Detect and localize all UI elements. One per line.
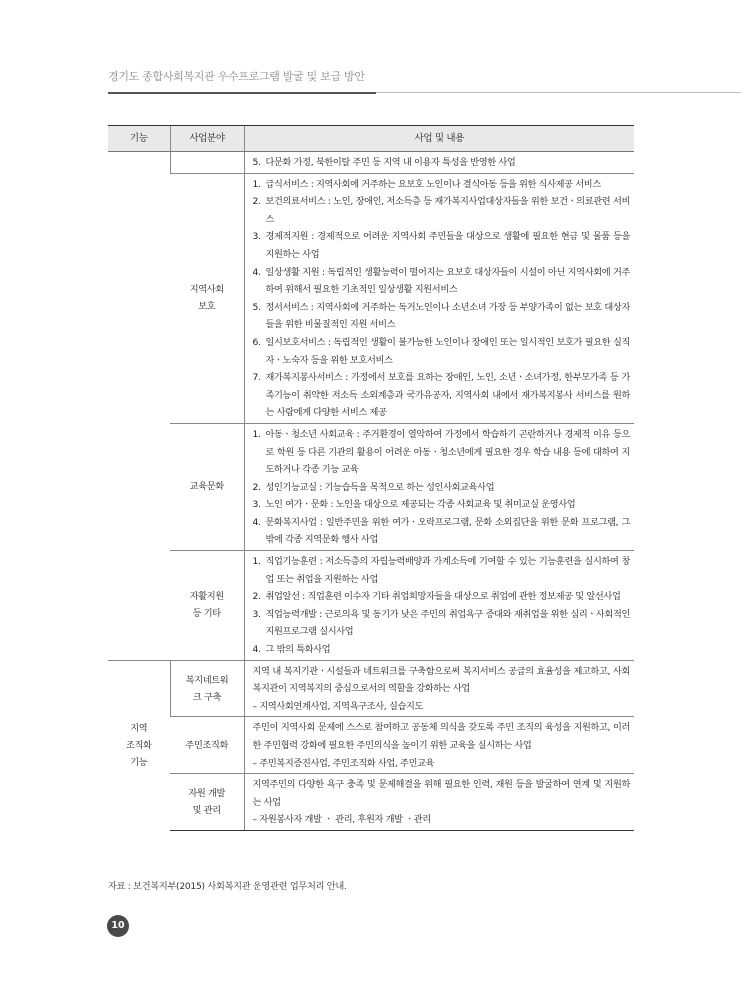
list-item: [253, 514, 631, 549]
content-paragraph: – 주민복지증진사업, 주민조직화 사업, 주민교육: [252, 757, 435, 769]
list-item: [253, 299, 631, 334]
list-item-number: 3.: [252, 608, 261, 620]
content-cell: [244, 173, 634, 423]
list-item: [253, 154, 631, 172]
list-item-number: 2.: [252, 591, 261, 603]
content-paragraph: – 지역사회연계사업, 지역욕구조사, 실습지도: [252, 700, 424, 712]
list-item-number: 3.: [252, 231, 261, 243]
list-item: [253, 228, 631, 263]
list-item-number: 2.: [252, 196, 261, 208]
table-row: [108, 423, 634, 550]
list-item-number: 4.: [252, 644, 261, 656]
content-paragraph: 주민이 지역사회 문제에 스스로 참여하고 공동체 의식을 갖도록 주민 조직의 육성을 지원하고, 이러한 주민협력 강화에 필요한 주민의식을 높이기 위한 교육을 실시하는 사업: [252, 722, 630, 751]
source-note: 자료 : 보건복지부(2015) 사회복지관 운영관련 업무처리 안내.: [108, 881, 347, 892]
table-row: [108, 173, 634, 423]
list-item-text: 노인 여가ㆍ문화 : 노인을 대상으로 제공되는 각종 사회교육 및 취미교실 운영사업: [265, 499, 576, 511]
list-item-number: 3.: [252, 499, 261, 511]
function-cell: [108, 152, 170, 661]
table-row: [108, 152, 634, 174]
list-item: [253, 553, 631, 588]
program-table: [108, 125, 634, 831]
list-item: [253, 334, 631, 369]
content-cell: [244, 660, 634, 717]
list-item-number: 7.: [252, 372, 261, 384]
header-rule-dark: [108, 92, 376, 94]
list-item-number: 4.: [252, 266, 261, 278]
list-item: [253, 426, 631, 479]
list-item-text: 성인기능교실 : 기능습득을 목적으로 하는 성인사회교육사업: [265, 481, 495, 493]
list-item-text: 문화복지사업 : 일반주민을 위한 여가ㆍ오락프로그램, 문화 소외집단을 위한 문화 프로그램, 그 밖에 각종 지역문화 행사 사업: [265, 516, 630, 546]
area-cell: [170, 152, 244, 174]
header-function: 기능: [108, 126, 170, 152]
list-item: [253, 606, 631, 641]
content-paragraph: – 자원봉사자 개발 ㆍ 관리, 후원자 개발 ㆍ관리: [252, 814, 431, 826]
list-item-text: 보건의료서비스 : 노인, 장애인, 저소득층 등 재가복지사업대상자들을 위한 보건ㆍ의료관련 서비스: [265, 196, 630, 225]
list-item-text: 취업알선 : 직업훈련 이수자 기타 취업희망자들을 대상으로 취업에 관한 정보제공 및 알선사업: [265, 591, 621, 603]
list-item-text: 정서서비스 : 지역사회에 거주하는 독거노인이나 소년소녀 가장 등 부양가족이 없는 보호 대상자들을 위한 비물질적인 지원 서비스: [265, 301, 630, 331]
content-cell: [244, 551, 634, 661]
area-cell: 복지네트워 크 구축: [170, 660, 244, 717]
content-cell: [244, 774, 634, 831]
list-item-text: 재가복지봉사서비스 : 가정에서 보호를 요하는 장애인, 노인, 소년ㆍ소녀가정, 한부모가족 등 가족기능이 취약한 저소득 소외계층과 국가유공자, 지역사회 내에서 재가복지봉사 서비스를 원하는 사람에게 다양한 서비스 제공: [265, 372, 630, 419]
content-paragraph: 지역 내 복지기관ㆍ시설들과 네트워크를 구축함으로써 복지서비스 공급의 효율성을 제고하고, 사회복지관이 지역복지의 중심으로서의 역할을 강화하는 사업: [252, 665, 630, 695]
list-item-text: 직업기능훈련 : 저소득층의 자립능력배양과 가계소득에 기여할 수 있는 기능훈련을 실시하여 창업 또는 취업을 지원하는 사업: [265, 556, 630, 585]
header-content: 사업 및 내용: [244, 126, 634, 152]
list-item: [253, 479, 631, 497]
list-item: [253, 264, 631, 299]
list-item: [253, 369, 631, 422]
list-item-number: 6.: [252, 336, 261, 348]
list-item: [253, 496, 631, 514]
list-item: [253, 176, 631, 194]
content-cell: [244, 717, 634, 774]
list-item-text: 경제적지원 : 경제적으로 어려운 지역사회 주민들을 대상으로 생활에 필요한 현금 및 물품 등을 지원하는 사업: [265, 231, 630, 260]
list-item-text: 아동ㆍ청소년 사회교육 : 주거환경이 열악하여 가정에서 학습하기 곤란하거나 경제적 이유 등으로 학원 등 다른 기관의 활용이 어려운 아동ㆍ청소년에게 필요한 경우 학습 내용 등에 대하여 지도하거나 각종 기능 교육: [265, 428, 630, 476]
area-cell: 주민조직화: [170, 717, 244, 774]
list-item-number: 5.: [252, 301, 261, 313]
page-number: 10: [107, 915, 129, 937]
list-item-number: 2.: [252, 481, 261, 493]
list-item: [253, 588, 631, 606]
list-item-text: 일상생활 지원 : 독립적인 생활능력이 떨어지는 요보호 대상자들이 시설이 아닌 지역사회에 거주하여 위해서 필요한 기초적인 일상생활 지원서비스: [265, 266, 630, 296]
table-header-row: [108, 126, 634, 152]
list-item-text: 다문화 가정, 북한이탈 주민 등 지역 내 이용자 특성을 반영한 사업: [265, 157, 516, 168]
running-head: 경기도 종합사회복지관 우수프로그램 발굴 및 보급 방안: [108, 70, 365, 83]
list-item-number: 1.: [252, 556, 261, 568]
content-cell: [244, 423, 634, 550]
header-area: 사업분야: [170, 126, 244, 152]
content-cell: [244, 152, 634, 174]
list-item-text: 급식서비스 : 지역사회에 거주하는 요보호 노인이나 결식아동 등을 위한 식사제공 서비스: [265, 178, 601, 190]
list-item-number: 5.: [252, 157, 261, 168]
list-item-text: 그 밖의 특화사업: [265, 644, 331, 656]
content-paragraph: 지역주민의 다양한 욕구 충족 및 문제해결을 위해 필요한 인력, 재원 등을 발굴하여 연계 및 지원하는 사업: [252, 779, 630, 808]
table-row: [108, 551, 634, 661]
table-row: [108, 774, 634, 831]
area-cell: 지역사회 보호: [170, 173, 244, 423]
list-item-number: 1.: [252, 178, 261, 190]
header-rule-light: [376, 92, 741, 93]
area-cell: 자원 개발 및 관리: [170, 774, 244, 831]
list-item-text: 일시보호서비스 : 독립적인 생활이 불가능한 노인이나 장애인 또는 일시적인 보호가 필요한 실직자ㆍ노숙자 등을 위한 보호서비스: [265, 336, 630, 366]
table-row: [108, 660, 634, 717]
list-item-text: 직업능력개발 : 근로의욕 및 동기가 낮은 주민의 취업욕구 증대와 재취업을 위한 심리ㆍ사회적인 지원프로그램 실시사업: [265, 608, 630, 638]
table-row: [108, 717, 634, 774]
list-item-number: 1.: [252, 428, 261, 440]
area-cell: 교육문화: [170, 423, 244, 550]
list-item-number: 4.: [252, 516, 261, 528]
list-item: [253, 641, 631, 659]
area-cell: 자활지원 등 기타: [170, 551, 244, 661]
list-item: [253, 193, 631, 228]
function-cell: 지역 조직화 기능: [108, 660, 170, 830]
